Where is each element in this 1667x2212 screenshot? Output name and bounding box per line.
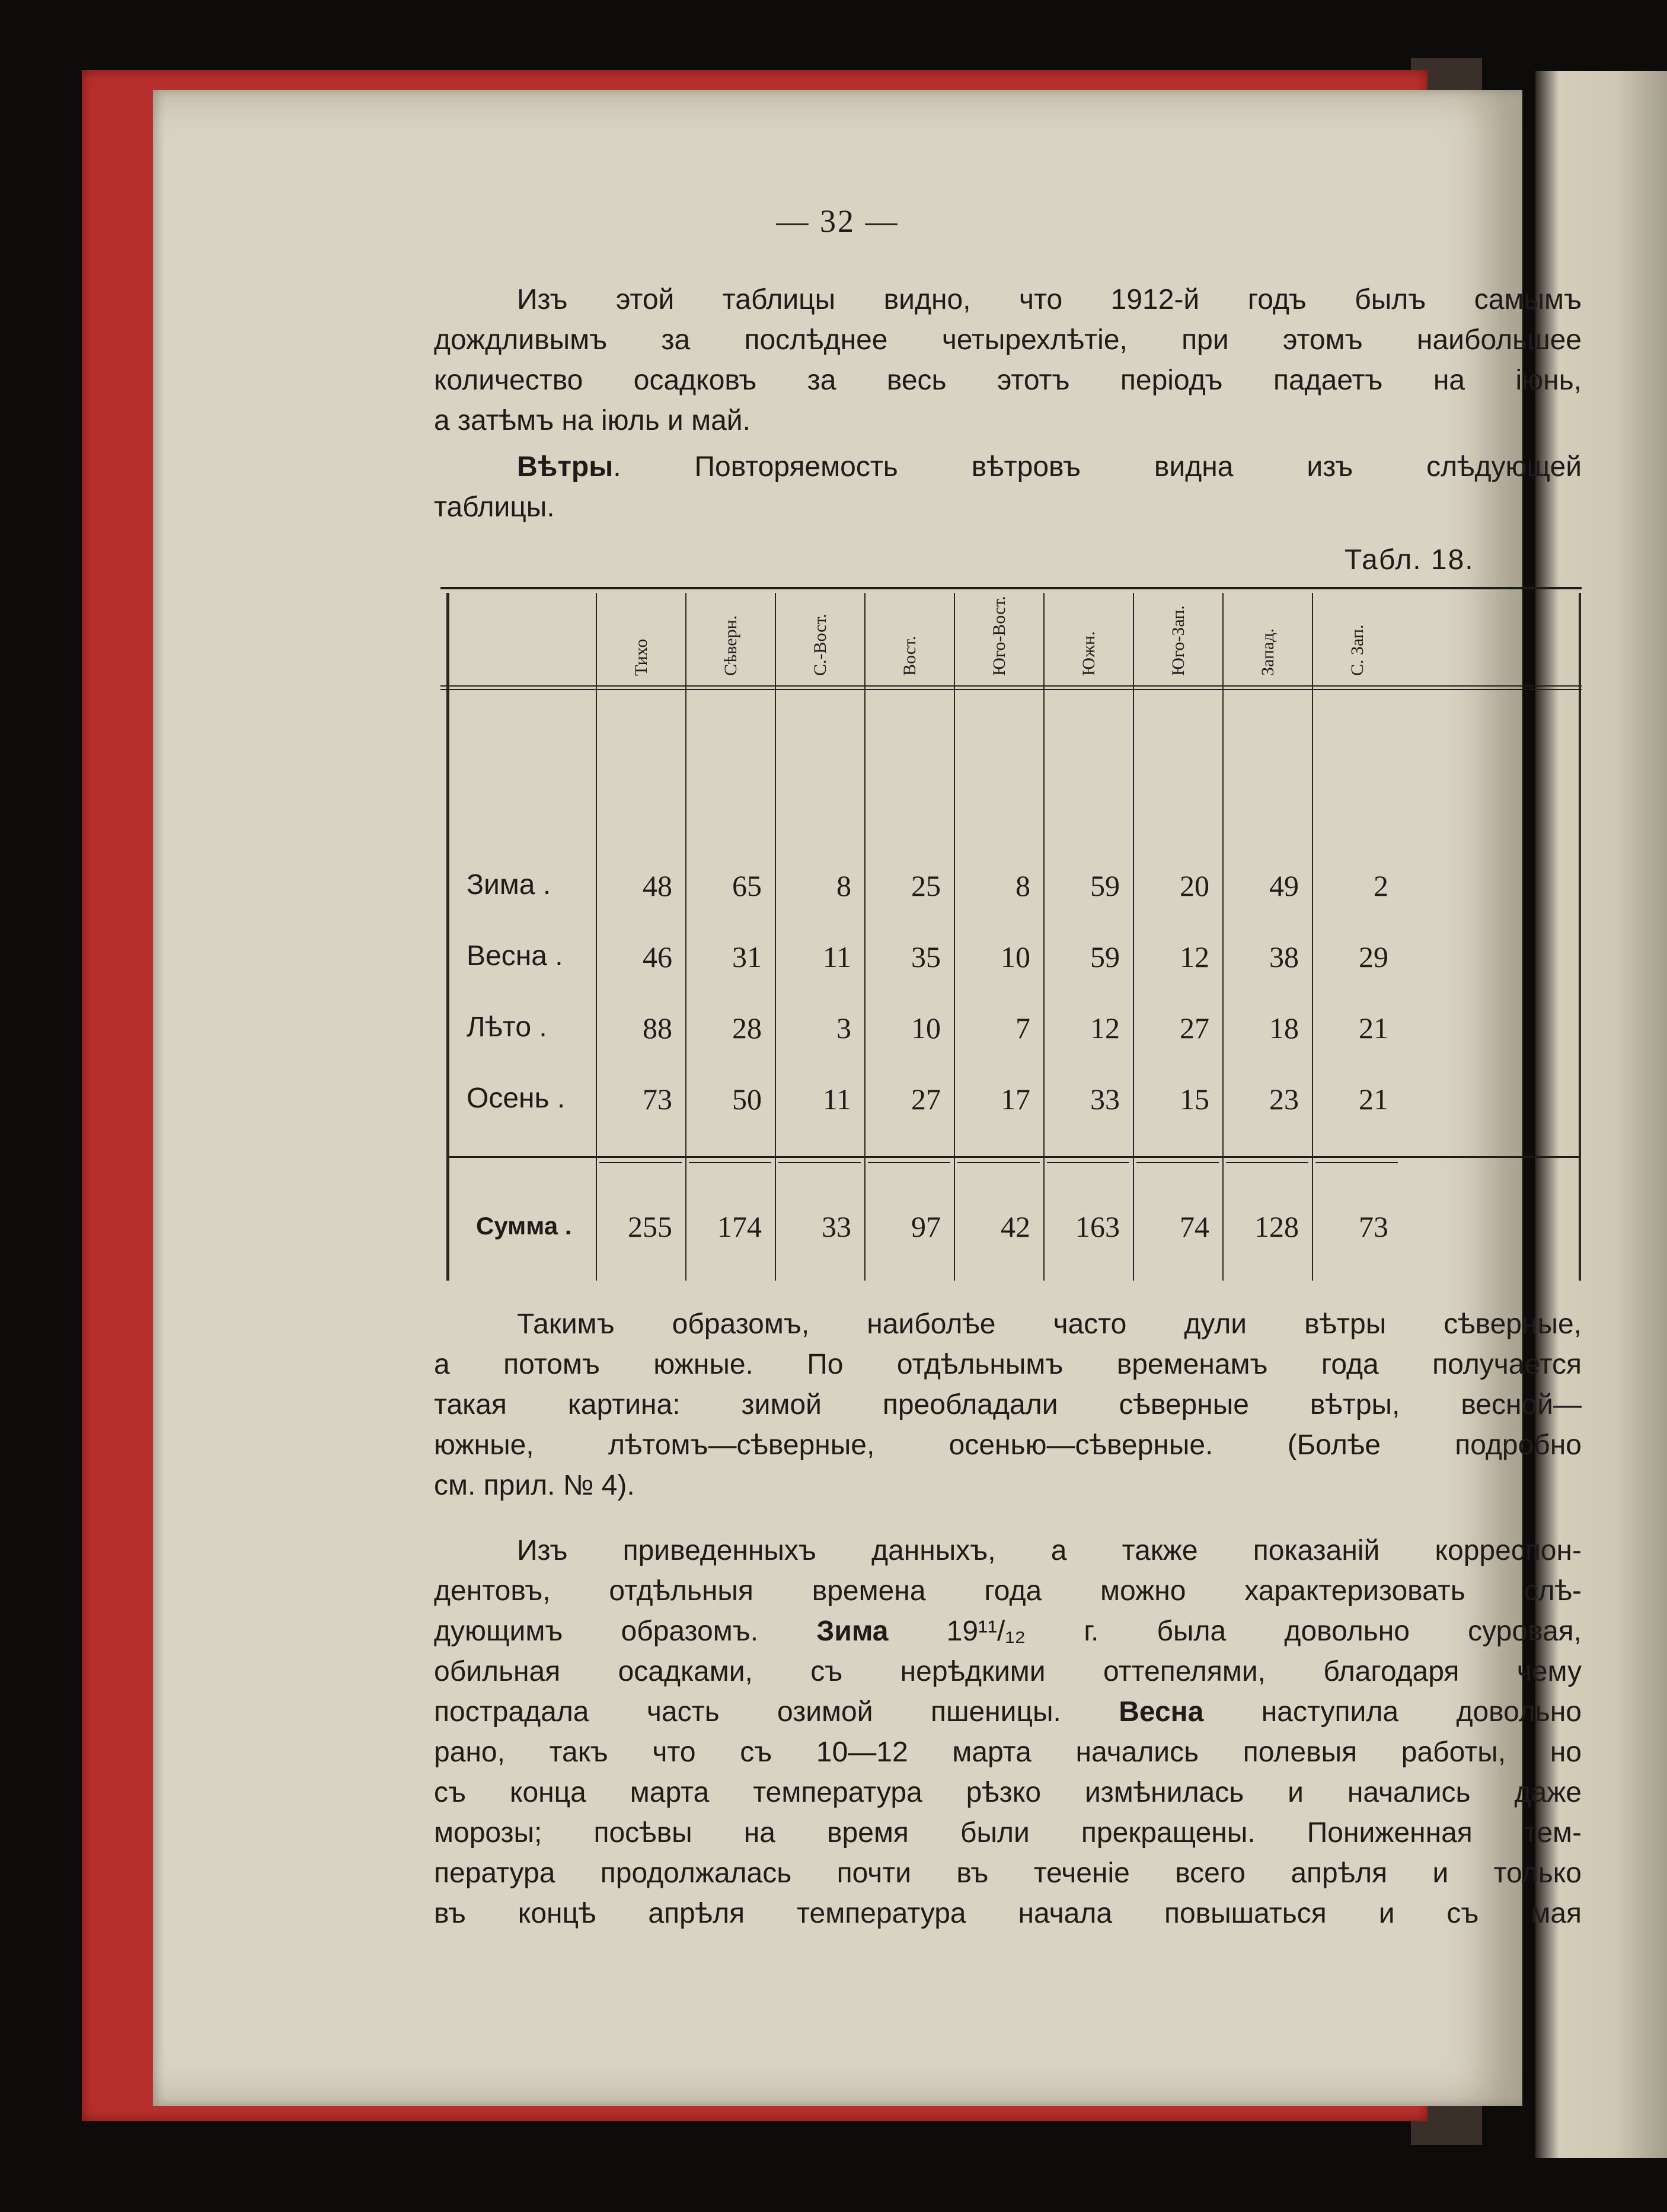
wind-table — [440, 587, 1582, 1281]
text-line: рано, такъ что съ 10—12 марта начались полевыя работы, но — [434, 1737, 1582, 1768]
sum-dash — [1047, 1162, 1129, 1163]
table-cell: 18 — [1269, 1011, 1299, 1045]
table-cell: 59 — [1090, 869, 1120, 902]
section-heading: Вѣтры — [517, 451, 614, 483]
row-label: Лѣто . — [467, 1011, 547, 1043]
table-cell: 35 — [911, 940, 941, 973]
table-cell: 73 — [643, 1083, 672, 1116]
paragraph-4 — [434, 1531, 1582, 1934]
text-line: въ концѣ апрѣля температура начала повышаться и съ мая — [434, 1898, 1582, 1929]
sum-cell: 255 — [628, 1210, 672, 1243]
page-number: — 32 — — [776, 203, 899, 239]
column-divider — [775, 593, 776, 1281]
sum-dash — [1226, 1162, 1308, 1163]
sum-cell: 33 — [822, 1210, 851, 1243]
column-divider — [596, 593, 597, 1281]
column-header: Вост. — [899, 636, 919, 676]
text-line: морозы; посѣвы на время были прекращены. Пониженная тем- — [434, 1817, 1582, 1849]
row-label: Осень . — [467, 1083, 566, 1114]
text-line: обильная осадками, съ нерѣдкими оттепелями, благодаря чему — [434, 1656, 1582, 1687]
table-cell: 23 — [1269, 1083, 1299, 1116]
text-line: дентовъ, отдѣльныя времена года можно характеризовать слѣ- — [434, 1575, 1582, 1607]
header-rule — [440, 689, 1582, 690]
sum-dash — [599, 1162, 682, 1163]
table-top-rule — [440, 587, 1582, 589]
column-divider — [1043, 593, 1045, 1281]
table-cell: 49 — [1269, 869, 1299, 902]
table-cell: 21 — [1359, 1083, 1388, 1116]
column-header: Сѣверн. — [720, 615, 740, 676]
column-header: Юго-Вост. — [989, 596, 1009, 676]
table-cell: 11 — [822, 940, 851, 973]
table-cell: 7 — [1015, 1011, 1030, 1045]
sum-dash — [1136, 1162, 1219, 1163]
text-line: таблицы. — [434, 491, 555, 523]
row-label: Весна . — [467, 940, 563, 972]
table-cell: 3 — [836, 1011, 851, 1045]
table-cell: 2 — [1374, 869, 1388, 902]
season-heading: Весна — [1119, 1696, 1204, 1728]
table-cell: 29 — [1359, 940, 1388, 973]
column-divider — [685, 593, 686, 1281]
text-line: Изъ приведенныхъ данныхъ, а также показаній корреспон- — [517, 1535, 1582, 1566]
text-line: см. прил. № 4). — [434, 1470, 635, 1501]
table-cell: 21 — [1359, 1011, 1388, 1045]
text-line: а потомъ южные. По отдѣльнымъ временамъ года получается — [434, 1349, 1582, 1380]
table-cell: 11 — [822, 1083, 851, 1116]
book-page — [153, 90, 1582, 2106]
column-header: Запад. — [1257, 628, 1278, 676]
table-cell: 50 — [732, 1083, 762, 1116]
table-cell: 28 — [732, 1011, 762, 1045]
season-heading: Зима — [816, 1616, 889, 1647]
column-divider — [1222, 593, 1224, 1281]
column-divider — [1133, 593, 1134, 1281]
sum-cell: 73 — [1359, 1210, 1388, 1243]
text-run: 19¹¹/₁₂ г. была довольно суровая, — [888, 1616, 1582, 1647]
sum-dash — [868, 1162, 950, 1163]
sum-cell: 128 — [1254, 1210, 1299, 1243]
table-cell: 38 — [1269, 940, 1299, 973]
table-cell: 88 — [643, 1011, 672, 1045]
table-cell: 8 — [836, 869, 851, 902]
text-line: Изъ этой таблицы видно, что 1912-й годъ былъ самымъ — [517, 284, 1582, 315]
table-cell: 10 — [911, 1011, 941, 1045]
table-cell: 33 — [1090, 1083, 1120, 1116]
column-header: Юго-Зап. — [1168, 605, 1188, 676]
table-cell: 10 — [1001, 940, 1030, 973]
paragraph-2 — [434, 447, 1582, 528]
column-divider — [954, 593, 955, 1281]
sum-cell: 42 — [1001, 1210, 1030, 1243]
text-line: дождливымъ за послѣднее четырехлѣтіе, при этомъ наибольшее — [434, 324, 1582, 356]
text-line: южные, лѣтомъ—сѣверные, осенью—сѣверные. (Болѣе подробно — [434, 1429, 1582, 1461]
text-run: . Повторяемость вѣтровъ видна изъ слѣдующей — [613, 451, 1582, 483]
sum-rule — [446, 1156, 1579, 1158]
column-header: Тихо — [631, 639, 651, 676]
row-label: Зима . — [467, 869, 551, 901]
sum-dash — [957, 1162, 1040, 1163]
table-cell: 59 — [1090, 940, 1120, 973]
table-cell: 65 — [732, 869, 762, 902]
column-divider — [1312, 593, 1313, 1281]
text-run: наступила довольно — [1203, 1696, 1582, 1728]
table-cell: 17 — [1001, 1083, 1030, 1116]
sum-dash — [689, 1162, 771, 1163]
table-cell: 46 — [643, 940, 672, 973]
text-run: дующимъ образомъ. — [434, 1616, 817, 1647]
table-cell: 31 — [732, 940, 762, 973]
paragraph-3 — [434, 1304, 1582, 1506]
text-line: а затѣмъ на іюль и май. — [434, 405, 751, 436]
text-line: Такимъ образомъ, наиболѣе часто дули вѣтры сѣверные, — [517, 1308, 1582, 1340]
table-cell: 27 — [911, 1083, 941, 1116]
sum-label: Сумма . — [476, 1212, 572, 1240]
table-left-border — [446, 593, 449, 1281]
column-header: С. Зап. — [1347, 624, 1367, 676]
text-line: такая картина: зимой преобладали сѣверные вѣтры, весной— — [434, 1389, 1582, 1421]
table-cell: 12 — [1180, 940, 1209, 973]
text-line: пература продолжалась почти въ теченіе всего апрѣля и только — [434, 1857, 1582, 1889]
text-line — [434, 1611, 1582, 1652]
text-run: пострадала часть озимой пшеницы. — [434, 1696, 1119, 1728]
column-header: Южн. — [1078, 631, 1098, 676]
text-line — [434, 447, 1582, 487]
table-cell: 12 — [1090, 1011, 1120, 1045]
sum-cell: 163 — [1075, 1210, 1120, 1243]
column-divider — [864, 593, 866, 1281]
paragraph-1 — [434, 280, 1582, 441]
text-line: съ конца марта температура рѣзко измѣнилась и начались даже — [434, 1777, 1582, 1808]
sum-dash — [778, 1162, 861, 1163]
table-label: Табл. 18. — [1345, 544, 1474, 576]
sum-cell: 97 — [911, 1210, 941, 1243]
sum-cell: 174 — [717, 1210, 762, 1243]
column-header: С.-Вост. — [810, 614, 830, 676]
text-line — [434, 1692, 1582, 1732]
table-cell: 27 — [1180, 1011, 1209, 1045]
table-cell: 20 — [1180, 869, 1209, 902]
text-line: количество осадковъ за весь этотъ періодъ падаетъ на іюнь, — [434, 365, 1582, 396]
table-right-border — [1579, 593, 1581, 1281]
table-cell: 25 — [911, 869, 941, 902]
sum-cell: 74 — [1180, 1210, 1209, 1243]
table-cell: 8 — [1015, 869, 1030, 902]
header-rule — [440, 685, 1582, 687]
sum-dash — [1315, 1162, 1398, 1163]
table-cell: 48 — [643, 869, 672, 902]
table-cell: 15 — [1180, 1083, 1209, 1116]
